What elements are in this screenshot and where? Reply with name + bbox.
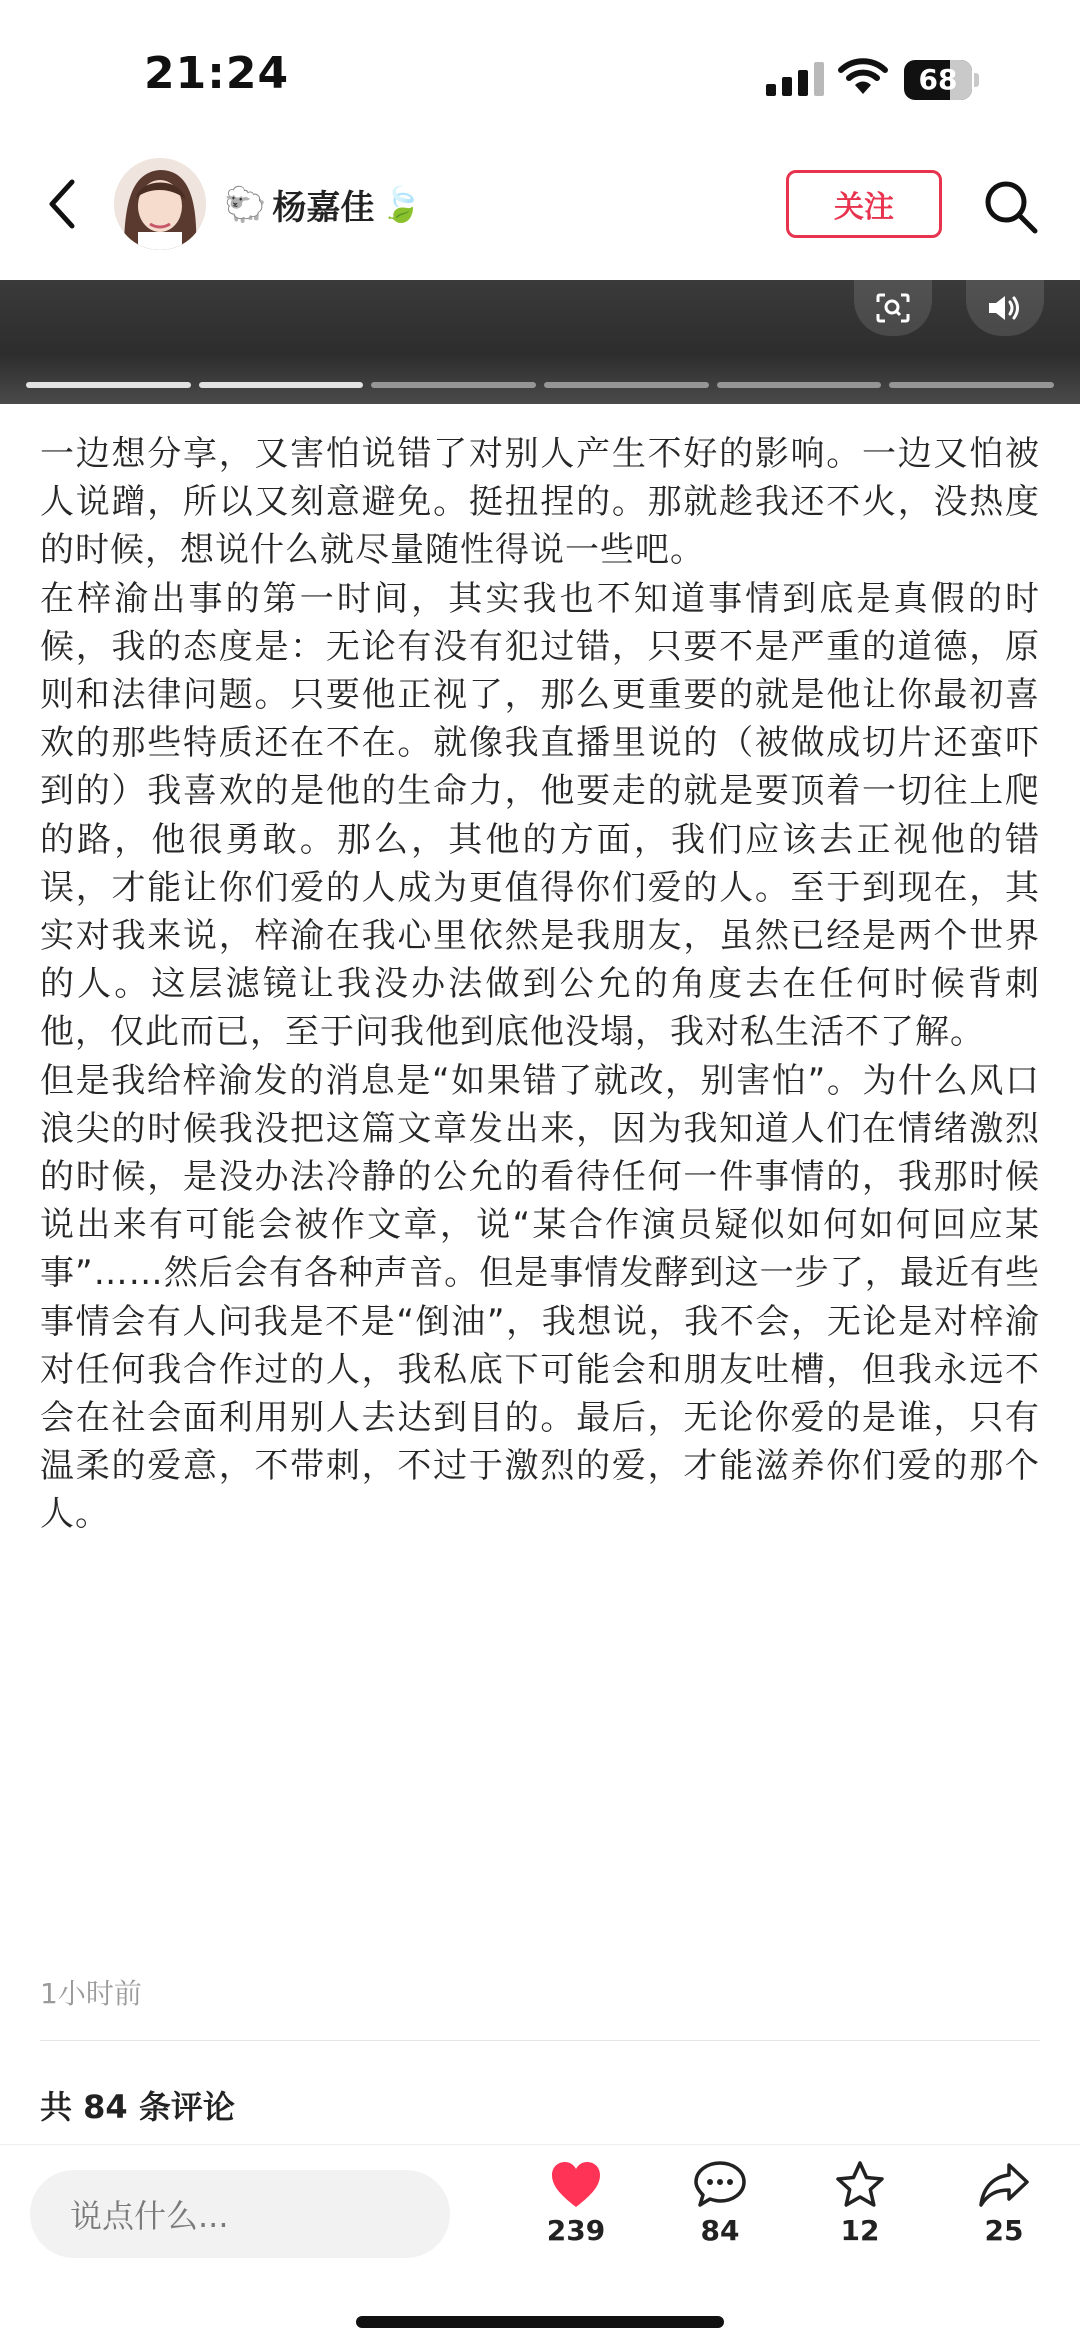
divider xyxy=(0,2144,1080,2145)
comment-bubble-icon xyxy=(693,2160,747,2210)
search-icon xyxy=(982,178,1040,236)
battery-icon xyxy=(904,60,980,100)
status-time: 21:24 xyxy=(144,48,290,99)
wifi-icon xyxy=(838,56,888,96)
sheep-emoji-icon: 🐑 xyxy=(224,184,267,225)
author-avatar[interactable] xyxy=(114,158,206,250)
progress-segment xyxy=(199,382,364,388)
image-scan-icon xyxy=(876,293,910,323)
favorite-count: 12 xyxy=(840,2214,880,2247)
progress-segment xyxy=(371,382,536,388)
progress-segment xyxy=(544,382,709,388)
comment-count: 84 xyxy=(700,2214,740,2247)
share-button[interactable] xyxy=(944,2160,1064,2270)
media-progress-indicator xyxy=(26,382,1054,388)
post-content xyxy=(40,430,1040,1539)
favorite-button[interactable] xyxy=(800,2160,920,2270)
like-button[interactable] xyxy=(516,2160,636,2270)
comment-count-prefix: 共 xyxy=(40,2088,73,2126)
post-paragraph: 但是我给梓渝发的消息是“如果错了就改，别害怕”。为什么风口浪尖的时候我没把这篇文章发出来，因为我知道人们在情绪激烈的时候，是没办法冷静的公允的看待任何一件事情的，我那时候说出来有可能会被作文章，说“某合作演员疑似如何如何回应某事”……然后会有各种声音。但是事情发酵到这一步了，最近有些事情会有人问我是不是“倒油”，我想说，我不会，无论是对梓渝对任何我合作过的人，我私底下可能会和朋友吐槽，但我永远不会在社会面利用别人去达到目的。最后，无论你爱的是谁，只有温柔的爱意，不带刺，不过于激烈的爱，才能滋养你们爱的那个人。 xyxy=(40,1060,1040,1535)
progress-segment xyxy=(717,382,882,388)
divider xyxy=(40,2040,1040,2041)
comment-button[interactable] xyxy=(660,2160,780,2270)
author-name-text: 杨嘉佳 xyxy=(272,188,375,228)
image-search-button[interactable] xyxy=(854,280,932,336)
author-name[interactable] xyxy=(224,180,423,229)
follow-button[interactable]: 关注 xyxy=(786,170,942,238)
share-count: 25 xyxy=(984,2214,1024,2247)
comment-count-heading xyxy=(40,2082,235,2128)
comment-input[interactable]: 说点什么... xyxy=(30,2170,450,2258)
search-button[interactable] xyxy=(982,178,1040,236)
sound-button[interactable] xyxy=(966,280,1044,336)
back-button[interactable] xyxy=(44,176,80,232)
battery-level: 68 xyxy=(918,63,958,96)
comment-count-suffix: 条评论 xyxy=(138,2088,235,2126)
like-count: 239 xyxy=(546,2214,606,2247)
signal-icon xyxy=(766,62,824,96)
comment-count-number: 84 xyxy=(83,2088,128,2126)
chevron-left-icon xyxy=(44,176,80,232)
star-icon xyxy=(833,2160,887,2210)
progress-segment xyxy=(26,382,191,388)
heart-icon xyxy=(549,2160,603,2210)
speaker-icon xyxy=(987,293,1023,323)
home-indicator xyxy=(356,2316,724,2328)
media-viewer[interactable] xyxy=(0,280,1080,404)
progress-segment xyxy=(889,382,1054,388)
post-paragraph: 在梓渝出事的第一时间，其实我也不知道事情到底是真假的时候，我的态度是：无论有没有犯过错，只要不是严重的道德，原则和法律问题。只要他正视了，那么更重要的就是他让你最初喜欢的那些特质还在不在。就像我直播里说的（被做成切片还蛮吓到的）我喜欢的是他的生命力，他要走的就是要顶着一切往上爬的路，他很勇敢。那么，其他的方面，我们应该去正视他的错误，才能让你们爱的人成为更值得你们爱的人。至于到现在，其实对我来说，梓渝在我心里依然是我朋友，虽然已经是两个世界的人。这层滤镜让我没办法做到公允的角度去在任何时候背刺他，仅此而已，至于问我他到底他没塌，我对私生活不了解。 xyxy=(40,578,1040,1053)
share-arrow-icon xyxy=(977,2160,1031,2210)
post-timestamp: 1小时前 xyxy=(40,1977,142,2010)
leaf-emoji-icon: 🍃 xyxy=(380,184,423,225)
post-paragraph: 一边想分享，又害怕说错了对别人产生不好的影响。一边又怕被人说蹭，所以又刻意避免。挺扭捏的。那就趁我还不火，没热度的时候，想说什么就尽量随性得说一些吧。 xyxy=(40,434,1040,571)
